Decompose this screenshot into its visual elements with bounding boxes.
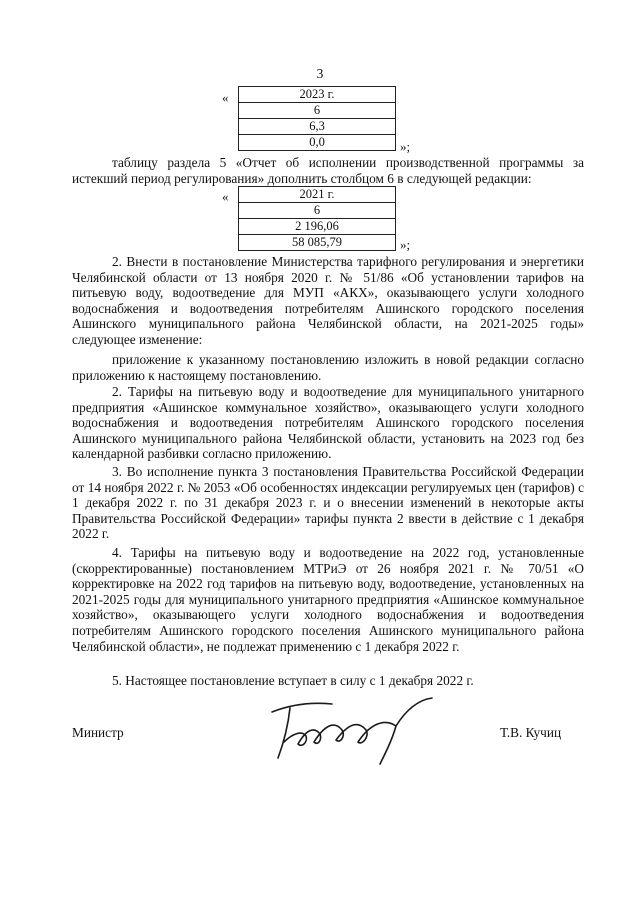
table-row xyxy=(239,87,396,103)
page-number: 3 xyxy=(316,66,324,81)
table-cell: 0,0 xyxy=(239,135,396,151)
table-2023 xyxy=(238,86,396,151)
table-row xyxy=(239,235,396,251)
table-row xyxy=(239,219,396,235)
table-row xyxy=(239,103,396,119)
table-row xyxy=(239,187,396,203)
table-row xyxy=(239,203,396,219)
paragraph-3: 3. Во исполнение пункта 3 постановления Правительства Российской Федерации от 14 ноября 2022 г. № 2053 «Об особенностях индексации регулируемых цен (тарифов) с 1 декабря 2022 г. по 31 декабря 2023 г. и о внесении изменений в некоторые акты Правительства Российской Федерации» тарифы пункта 2 ввести в действие с 1 декабря 2022 г. xyxy=(72,464,584,542)
table-2023-close-quote: »; xyxy=(400,139,411,154)
table-2021 xyxy=(238,186,396,251)
table-2021-close-quote: »; xyxy=(400,237,411,252)
table-cell: 2023 г. xyxy=(239,87,396,103)
table-row xyxy=(239,135,396,151)
table-cell: 6 xyxy=(239,103,396,119)
table-cell: 6,3 xyxy=(239,119,396,135)
table-row xyxy=(239,119,396,135)
paragraph-table5: таблицу раздела 5 «Отчет об исполнении производственной программы за истекший период регулирования» дополнить столбцом 6 в следующей редакции: xyxy=(72,155,584,186)
paragraph-4: 4. Тарифы на питьевую воду и водоотведение на 2022 год, установленные (скорректированные) постановлением МТРиЭ от 26 ноября 2021 г. № 70/51 «О корректировке на 2022 год тарифов на питьевую воду, водоотведение, установленных на 2021-2025 годы для муниципального унитарного предприятия «Ашинское коммунальное хозяйство», оказывающего услуги холодного водоснабжения и водоотведения потребителям Ашинского городского поселения Ашинского муниципального района Челябинской области», не подлежат применению с 1 декабря 2022 г. xyxy=(72,545,584,654)
signer-position: Министр xyxy=(72,725,124,740)
table-cell: 2 196,06 xyxy=(239,219,396,235)
paragraph-2: 2. Внести в постановление Министерства тарифного регулирования и энергетики Челябинской области от 13 ноября 2020 г. № 51/86 «Об установлении тарифов на питьевую воду, водоотведение для МУП «АКХ», оказывающего услуги холодного водоснабжения и водоотведения потребителям Ашинского городского поселения Ашинского муниципального района Челябинской области, на 2021-2025 годы» следующее изменение: xyxy=(72,254,584,347)
table-2023-open-quote: « xyxy=(222,90,229,105)
paragraph-annex: приложение к указанному постановлению изложить в новой редакции согласно приложению к настоящему постановлению. xyxy=(72,352,584,383)
paragraph-tariffs: 2. Тарифы на питьевую воду и водоотведение для муниципального унитарного предприятия «Ашинское коммунальное хозяйство», оказывающего услуги холодного водоснабжения и водоотведения потребителям Ашинского городского поселения Ашинского муниципального района Челябинской области, установить на 2023 год без календарной разбивки согласно приложению. xyxy=(72,384,584,462)
handwritten-signature xyxy=(262,690,442,770)
table-cell: 2021 г. xyxy=(239,187,396,203)
table-2021-open-quote: « xyxy=(222,189,229,204)
table-cell: 6 xyxy=(239,203,396,219)
paragraph-5: 5. Настоящее постановление вступает в силу с 1 декабря 2022 г. xyxy=(112,673,474,688)
table-cell: 58 085,79 xyxy=(239,235,396,251)
signer-name: Т.В. Кучиц xyxy=(500,725,562,740)
